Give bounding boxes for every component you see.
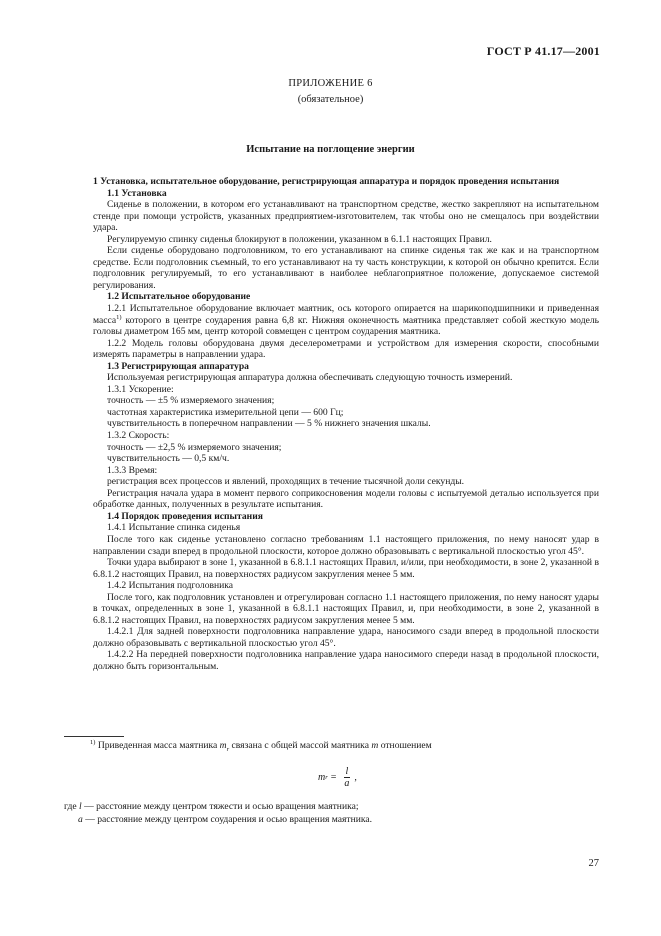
paragraph-text: Если сиденье оборудовано подголовником, то его устанавливают на спинке сиденья так же как и на транспортном средстве. Если подголовник съемный, то его устанавливают на ту часть конструкции, к которой он обычно крепится. Если подголовник регулируемый, то его устанавливают в наиболее неблагоприятное положение, допускаемое системой регулирования.	[93, 245, 599, 291]
section-heading	[93, 361, 599, 373]
section-title: Испытание на поглощение энергии	[246, 144, 415, 155]
paragraph-text: 1.3.3 Время:	[107, 464, 158, 476]
paragraph	[93, 384, 599, 396]
formula-denominator: a	[344, 778, 350, 789]
footnote-reference: 1)	[116, 313, 122, 321]
paragraph	[93, 430, 599, 442]
paragraph	[93, 234, 599, 246]
paragraph-text: Регистрация начала удара в момент первого соприкосновения модели головы с испытуемой деталью используется при обработке данных, полученных в результате испытания.	[93, 487, 599, 511]
definition-a	[64, 813, 599, 826]
paragraph	[93, 592, 599, 627]
definition-var: a	[78, 814, 83, 825]
definition-text: — расстояние между центром соударения и осью вращения маятника.	[82, 814, 373, 825]
paragraph-text: Регулируемую спинку сиденья блокируют в положении, указанном в 6.1.1 настоящих Правил.	[107, 233, 492, 245]
appendix-subtitle: (обязательное)	[297, 94, 364, 105]
definition-var: l	[79, 801, 82, 812]
paragraph	[93, 407, 599, 419]
paragraph	[93, 442, 599, 454]
paragraph	[93, 418, 599, 430]
paragraph-text: точность — ±2,5 % измеряемого значения;	[107, 441, 282, 453]
paragraph-text: Точки удара выбирают в зоне 1, указанной в 6.8.1.1 настоящих Правил, и/или, при необходимости, в зоне 2, указанной в 6.8.1.2 настоящих Правил, на поверхностях радиусом закругления менее 5 мм.	[93, 557, 599, 580]
paragraph-text: 1.4.2.1 Для задней поверхности подголовника направление удара, наносимого сзади вперед в продольной плоскости должно образовывать с вертикальной плоскостью угол 45°.	[93, 626, 599, 649]
paragraph	[93, 626, 599, 649]
paragraph-text: 1.3 Регистрирующая аппаратура	[107, 360, 249, 372]
formula-tail: ,	[354, 772, 357, 783]
paragraph-text: которого в центре соударения равна 6,8 кг. Нижняя оконечность маятника представляет собой жесткую модель головы диаметром 165 мм, центр которой совмещен с центром соударения маятника.	[93, 314, 599, 338]
paragraph-text: 1.3.2 Скорость:	[107, 430, 170, 442]
footnote-text-1: Приведенная масса маятника	[97, 740, 220, 751]
paragraph	[93, 534, 599, 557]
paragraph-text: После того, как подголовник установлен и отрегулирован согласно 1.1 настоящего приложения, по нему наносят удары в точках, определенных в зоне 1, указанной в 6.8.1.1 настоящих Правил, и, при необходимости, в зоне 2, указанной в 6.8.1.2 настоящих Правил, на поверхностях радиусом закругления менее 5 мм.	[93, 591, 599, 626]
definition-l	[64, 800, 599, 813]
paragraph	[93, 522, 599, 534]
paragraph-text: 1.4.2 Испытания подголовника	[107, 580, 234, 592]
section-heading	[93, 176, 599, 188]
footnote	[64, 740, 599, 756]
paragraph	[93, 245, 599, 291]
paragraph-text: 1.2 Испытательное оборудование	[107, 291, 251, 303]
paragraph-text: 1.4 Порядок проведения испытания	[107, 510, 263, 522]
paragraph	[93, 649, 599, 672]
section-heading	[93, 291, 599, 303]
section-heading	[93, 188, 599, 200]
paragraph-text: После того как сиденье установлено согласно требованиям 1.1 настоящего приложения, по нему наносят удар в направлении сзади вперед в продольной плоскости, которое должно образовывать с вертикальной плоскостью угол 45°.	[93, 533, 599, 557]
paragraph-text: регистрация всех процессов и явлений, проходящих в течение тысячной доли секунды.	[107, 476, 465, 488]
footnote-var-mr: m	[219, 740, 227, 751]
paragraph	[93, 465, 599, 477]
paragraph-text: 1.3.1 Ускорение:	[107, 383, 174, 395]
formula	[318, 766, 357, 789]
footnote-text-2: связана с общей массой маятника	[229, 740, 372, 751]
paragraph	[93, 199, 599, 234]
formula-lhs: m	[318, 772, 326, 783]
footnote-var-m: m	[371, 740, 379, 751]
footnote-divider	[64, 736, 124, 737]
formula-equals: =	[330, 772, 337, 783]
paragraph	[93, 476, 599, 488]
formula-lhs-sub: r	[325, 774, 328, 781]
paragraph-text: Используемая регистрирующая аппаратура должна обеспечивать следующую точность измерений.	[107, 372, 513, 384]
paragraph-text: чувствительность — 0,5 км/ч.	[107, 453, 230, 465]
definition-prefix: где	[64, 801, 79, 812]
footnote-text-3: отношением	[378, 740, 432, 751]
paragraph-text: 1 Установка, испытательное оборудование, регистрирующая аппаратура и порядок проведения испытания	[93, 176, 560, 187]
paragraph-text: 1.2.1 Испытательное оборудование включает маятник, ось которого опирается на шарикоподшипники и приведенная масса	[93, 303, 599, 326]
paragraph-text: 1.4.1 Испытание спинка сиденья	[107, 522, 241, 534]
paragraph-text: частотная характеристика измерительной цепи — 600 Гц;	[107, 406, 344, 418]
definition-text: — расстояние между центром тяжести и осью вращения маятника;	[81, 801, 359, 812]
paragraph	[93, 453, 599, 465]
paragraph-text: Сиденье в положении, в котором его устанавливают на транспортном средстве, жестко закрепляют на испытательном стенде при помощи устройств, указанных предприятием-изготовителем, так чтобы оно не смещалось при воздействии удара.	[93, 199, 599, 234]
document-code: ГОСТ Р 41.17—2001	[486, 44, 600, 58]
footnote-marker: 1)	[90, 739, 96, 746]
variable-definitions	[64, 800, 599, 826]
paragraph-text: 1.1 Установка	[107, 187, 167, 199]
formula-fraction	[342, 766, 351, 789]
paragraph	[93, 372, 599, 384]
paragraph	[93, 557, 599, 580]
paragraph	[93, 488, 599, 511]
section-heading	[93, 511, 599, 523]
paragraph	[93, 580, 599, 592]
paragraph-text: чувствительность в поперечном направлении — 5 % нижнего значения шкалы.	[107, 418, 431, 430]
body-text	[93, 176, 599, 673]
formula-numerator: l	[345, 766, 349, 777]
paragraph-text: 1.2.2 Модель головы оборудована двумя деселерометрами и устройством для измерения скорости, способными измерять параметры в направлении удара.	[93, 337, 599, 361]
paragraph-text: точность — ±5 % измеряемого значения;	[107, 395, 275, 407]
page-number: 27	[588, 858, 599, 869]
paragraph	[93, 338, 599, 361]
paragraph	[93, 303, 599, 338]
footnote-var-mr-sub: r	[226, 745, 230, 753]
paragraph	[93, 395, 599, 407]
paragraph-text: 1.4.2.2 На передней поверхности подголовника направление удара наносимого спереди назад в продольной плоскости, должно быть горизонтальным.	[93, 649, 599, 672]
appendix-title: ПРИЛОЖЕНИЕ 6	[288, 78, 373, 89]
